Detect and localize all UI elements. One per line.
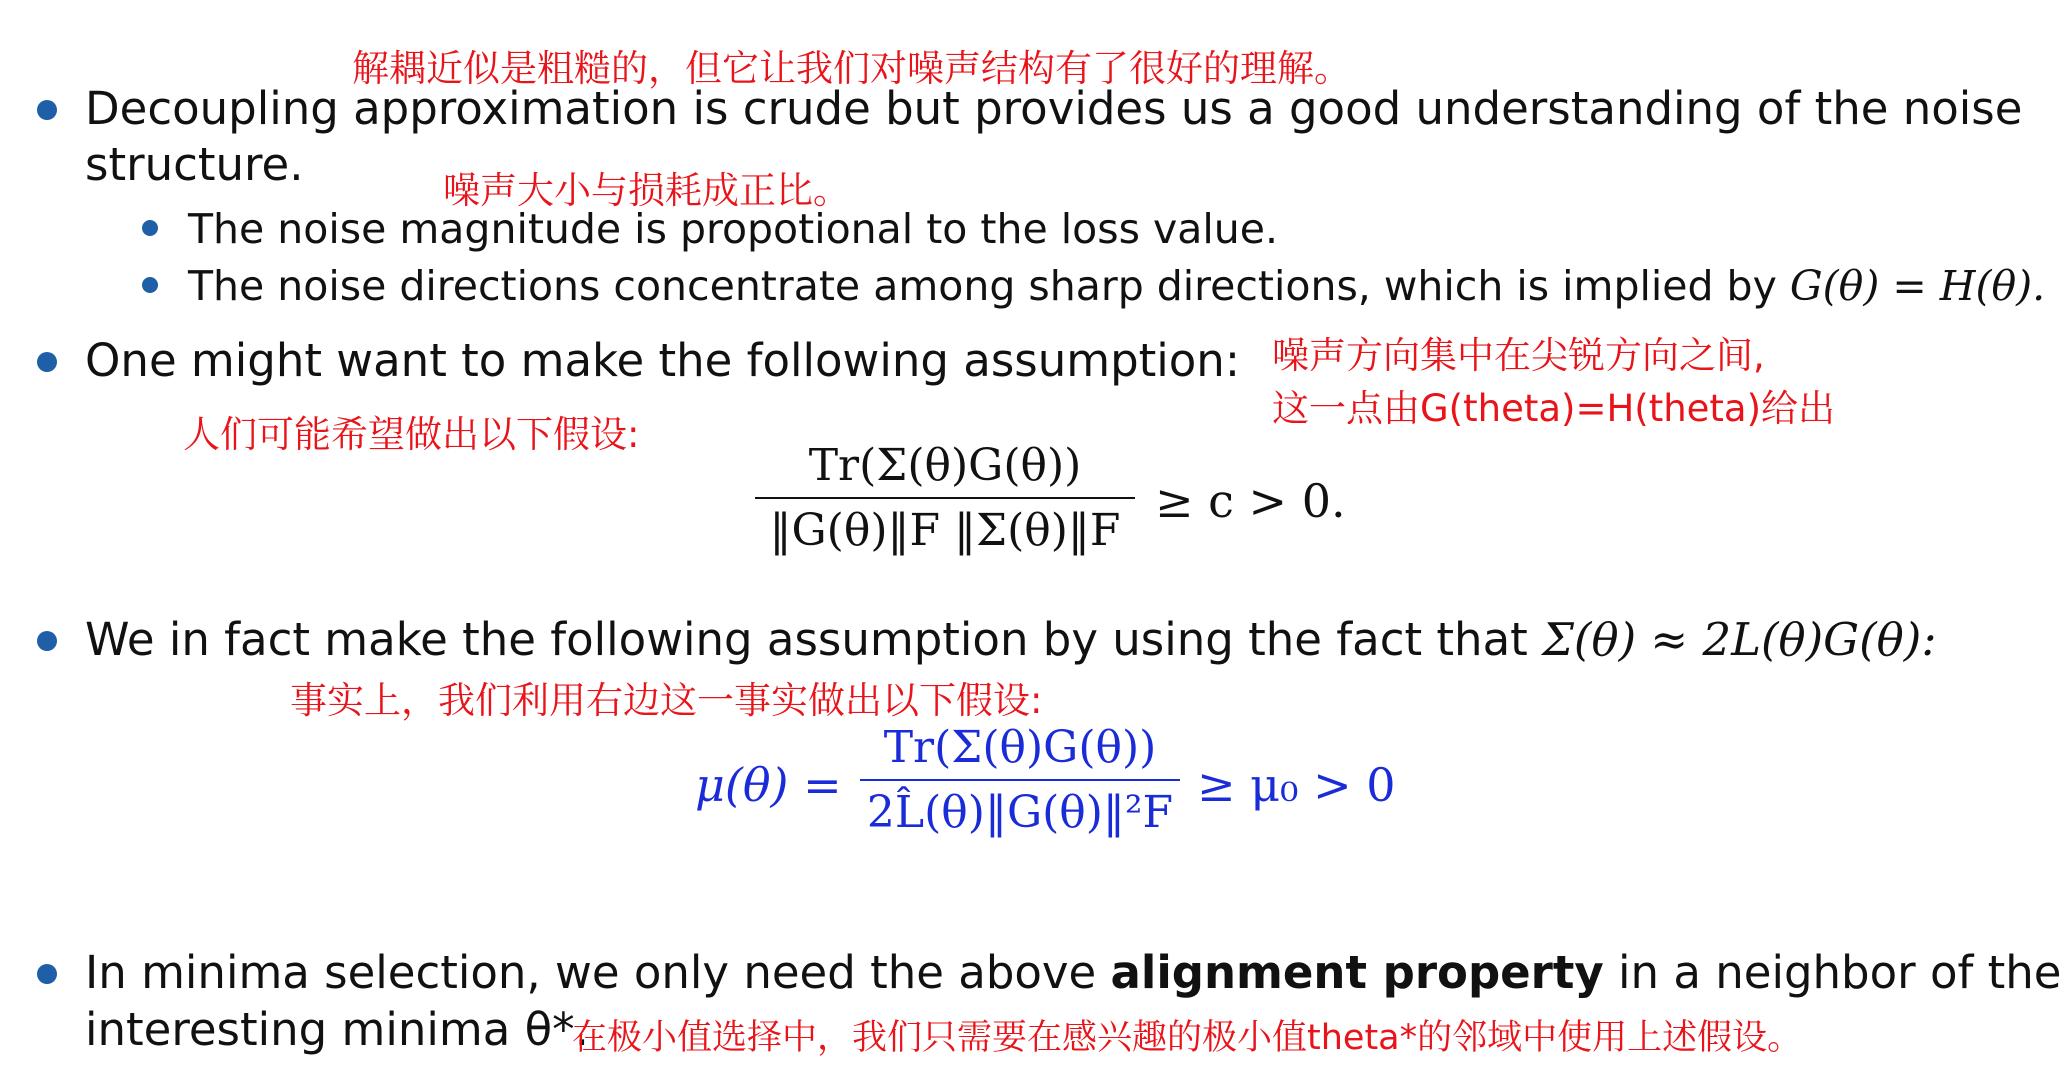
bullet-decoupling-line2: structure. <box>85 138 304 191</box>
annotation-minima: 在极小值选择中，我们只需要在感兴趣的极小值theta*的邻域中使用上述假设。 <box>572 1018 1803 1058</box>
bullet-might-want: One might want to make the following assumption: <box>85 334 1240 387</box>
bullet-minima-post: in a neighbor of the <box>1618 946 2061 999</box>
bullet-minima-line1 <box>85 946 2061 999</box>
bullet-minima-bold: alignment property <box>1110 946 1604 999</box>
bullet-decoupling-line1: Decoupling approximation is crude but provides us a good understanding of the noise <box>85 82 2023 135</box>
annotation-directions-line1: 噪声方向集中在尖锐方向之间, <box>1272 334 1765 377</box>
annotation-might-want: 人们可能希望做出以下假设: <box>183 413 640 456</box>
fraction-bar <box>755 497 1135 499</box>
annotation-magnitude: 噪声大小与损耗成正比。 <box>443 169 850 212</box>
bullet-in-fact-math: Σ(θ) ≈ 2L(θ)G(θ): <box>1542 613 1937 666</box>
sub-bullet-dot <box>142 220 158 236</box>
equation-2-numerator: Tr(Σ(θ)G(θ)) <box>883 722 1157 773</box>
annotation-in-fact: 事实上，我们利用右边这一事实做出以下假设: <box>290 679 1043 722</box>
equation-2-relation: ≥ μ₀ > 0 <box>1197 758 1396 812</box>
equation-2-denominator: 2L̂(θ)‖G(θ)‖²F <box>866 787 1174 838</box>
bullet-in-fact-text: We in fact make the following assumption by using the fact that <box>85 613 1528 666</box>
equation-1-fraction <box>755 440 1135 556</box>
bullet-in-fact <box>85 613 1936 666</box>
sub-bullet-directions-text: The noise directions concentrate among sharp directions, which is implied by <box>188 262 1777 310</box>
bullet-dot <box>37 964 57 984</box>
annotation-directions-line2: 这一点由G(theta)=H(theta)给出 <box>1272 387 1836 430</box>
bullet-dot <box>37 100 57 120</box>
fraction-bar <box>860 779 1180 781</box>
sub-bullet-dot <box>142 277 158 293</box>
bullet-minima-pre: In minima selection, we only need the above <box>85 946 1097 999</box>
bullet-dot <box>37 631 57 651</box>
equation-2-lhs: μ(θ) = <box>695 758 842 812</box>
equation-1-relation: ≥ c > 0. <box>1155 474 1346 528</box>
sub-bullet-magnitude: The noise magnitude is propotional to the loss value. <box>188 205 1278 253</box>
bullet-dot <box>37 352 57 372</box>
equation-1-denominator: ‖G(θ)‖F ‖Σ(θ)‖F <box>769 505 1121 556</box>
sub-bullet-directions-math: G(θ) = H(θ). <box>1789 262 2046 310</box>
bullet-minima-line2: interesting minima θ*. <box>85 1003 589 1056</box>
equation-1-numerator: Tr(Σ(θ)G(θ)) <box>808 440 1082 491</box>
equation-2-fraction <box>860 722 1180 838</box>
sub-bullet-directions <box>188 262 2045 310</box>
annotation-decoupling: 解耦近似是粗糙的，但它让我们对噪声结构有了很好的理解。 <box>352 47 1351 90</box>
